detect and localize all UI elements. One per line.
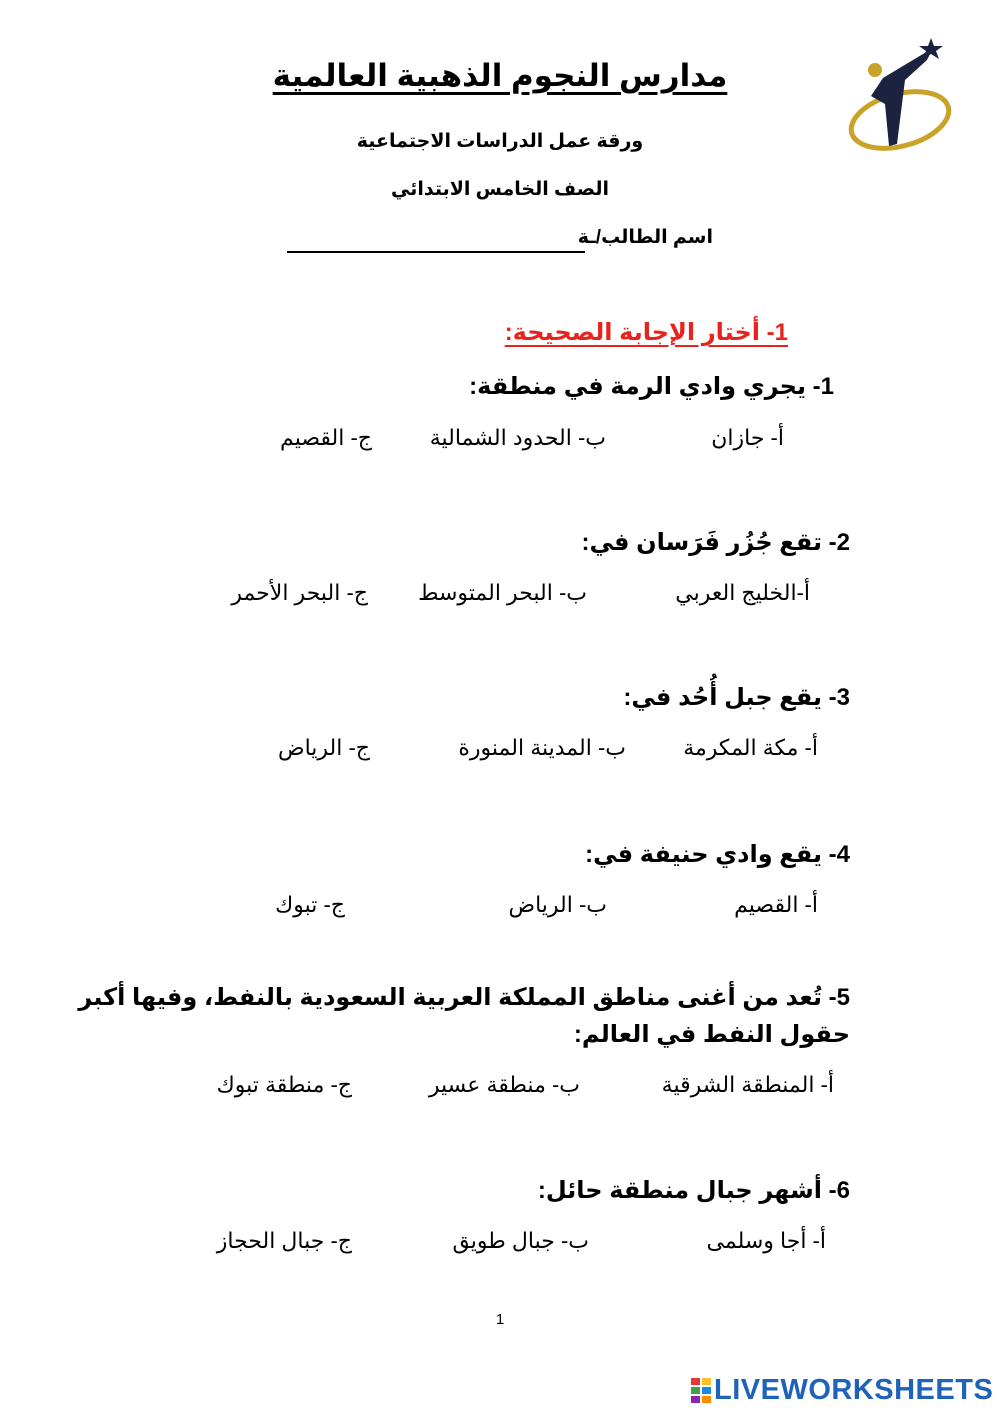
q4-option-a[interactable]: أ- القصيم: [734, 892, 818, 917]
page-number: 1: [495, 1311, 505, 1328]
liveworksheets-brand[interactable]: [690, 1372, 993, 1408]
q6-option-a[interactable]: أ- أجا وسلمى: [706, 1228, 826, 1253]
q1-option-b[interactable]: ب- الحدود الشمالية: [429, 425, 606, 450]
question-5-text-line1: 5- تُعد من أغنى مناطق المملكة العربية السعودية بالنفط، وفيها أكبر: [78, 984, 850, 1011]
q5-option-c[interactable]: ج- منطقة تبوك: [216, 1072, 352, 1097]
section-title: 1- أختار الإجابة الصحيحة:: [504, 319, 788, 346]
q3-option-c[interactable]: ج- الرياض: [277, 735, 370, 760]
q2-option-c[interactable]: ج- البحر الأحمر: [231, 580, 368, 605]
question-6-text: 6- أشهر جبال منطقة حائل:: [537, 1177, 850, 1204]
q4-option-c[interactable]: ج- تبوك: [275, 892, 345, 917]
star-person-logo-icon: [845, 34, 955, 166]
q6-option-c[interactable]: ج- جبال الحجاز: [216, 1228, 352, 1253]
grade-label: الصف الخامس الابتدائي: [390, 179, 610, 200]
question-5-text-line2: حقول النفط في العالم:: [573, 1021, 850, 1048]
q1-option-a[interactable]: أ- جازان: [711, 425, 784, 450]
school-name: مدارس النجوم الذهبية العالمية: [272, 58, 728, 93]
liveworksheets-logo-icon: [690, 1376, 712, 1404]
q5-option-a[interactable]: أ- المنطقة الشرقية: [661, 1072, 834, 1097]
student-name-line[interactable]: [287, 251, 585, 253]
q2-option-b[interactable]: ب- البحر المتوسط: [418, 580, 587, 605]
worksheet-title: ورقة عمل الدراسات الاجتماعية: [356, 131, 644, 152]
q3-option-a[interactable]: أ- مكة المكرمة: [683, 735, 818, 760]
q6-option-b[interactable]: ب- جبال طويق: [452, 1228, 589, 1253]
q3-option-b[interactable]: ب- المدينة المنورة: [458, 735, 626, 760]
q5-option-b[interactable]: ب- منطقة عسير: [428, 1072, 580, 1097]
question-3-text: 3- يقع جبل أُحُد في:: [623, 684, 850, 711]
brand-text: LIVEWORKSHEETS: [714, 1373, 994, 1406]
q1-option-c[interactable]: ج- القصيم: [280, 425, 372, 450]
question-1-text: 1- يجري وادي الرمة في منطقة:: [469, 373, 834, 400]
q2-option-a[interactable]: أ-الخليج العربي: [675, 580, 810, 605]
question-4-text: 4- يقع وادي حنيفة في:: [585, 841, 850, 868]
student-name-label: اسم الطالب/ـة: [577, 227, 713, 248]
question-2-text: 2- تقع جُزُر فَرَسان في:: [581, 529, 850, 556]
q4-option-b[interactable]: ب- الرياض: [508, 892, 607, 917]
